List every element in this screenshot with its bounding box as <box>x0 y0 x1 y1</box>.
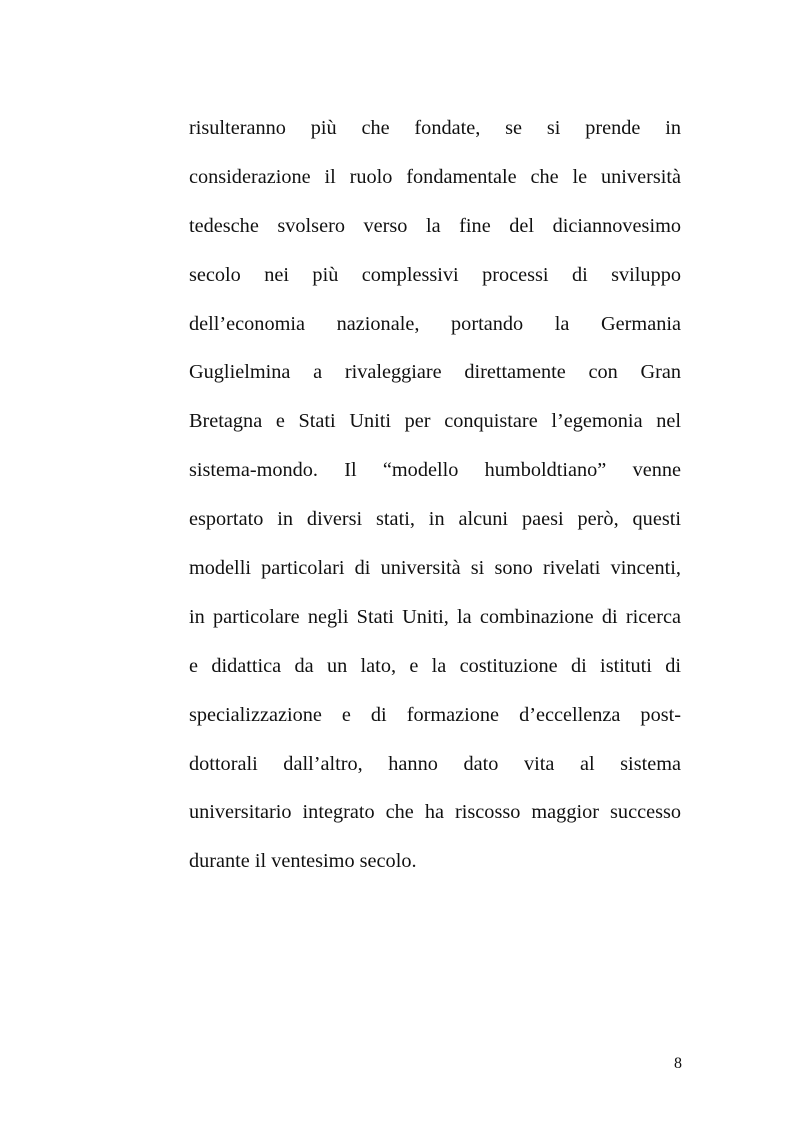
text-line: risulteranno più che fondate, se si prende in <box>189 117 681 139</box>
text-line: dottorali dall’altro, hanno dato vita al sistema <box>189 752 681 775</box>
page-number: 8 <box>674 1055 682 1072</box>
text-line: Bretagna e Stati Uniti per conquistare l’egemonia nel <box>189 410 681 433</box>
text-line: universitario integrato che ha riscosso maggior successo <box>189 801 681 824</box>
body-paragraph <box>189 104 681 886</box>
text-line: tedesche svolsero verso la fine del diciannovesimo <box>189 214 681 237</box>
text-line: e didattica da un lato, e la costituzione di istituti di <box>189 654 681 677</box>
text-line: esportato in diversi stati, in alcuni paesi però, questi <box>189 508 681 531</box>
text-line: considerazione il ruolo fondamentale che le università <box>189 165 681 188</box>
text-line: in particolare negli Stati Uniti, la combinazione di ricerca <box>189 605 681 628</box>
text-line-last: durante il ventesimo secolo. <box>189 850 417 873</box>
text-line: modelli particolari di università si sono rivelati vincenti, <box>189 557 681 580</box>
text-line: specializzazione e di formazione d’eccellenza post- <box>189 703 681 726</box>
text-line: secolo nei più complessivi processi di sviluppo <box>189 263 681 286</box>
text-line: dell’economia nazionale, portando la Germania <box>189 312 681 335</box>
text-line: sistema-mondo. Il “modello humboldtiano” venne <box>189 459 681 482</box>
text-line: Guglielmina a rivaleggiare direttamente con Gran <box>189 361 681 384</box>
